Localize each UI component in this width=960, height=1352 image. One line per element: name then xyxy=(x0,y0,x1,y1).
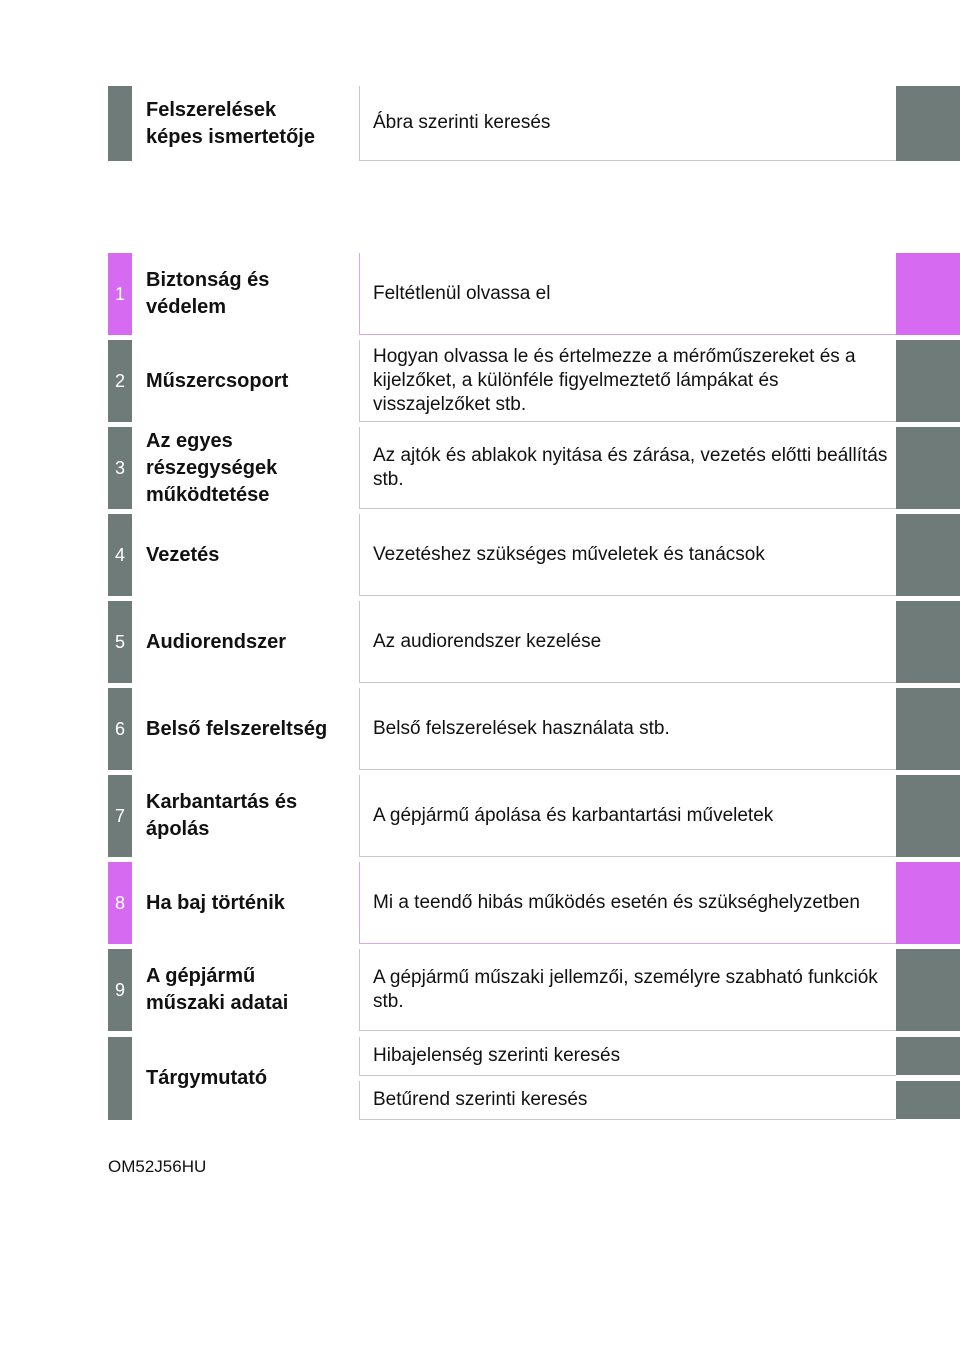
section-number: 7 xyxy=(108,775,132,857)
index-item-alpha[interactable] xyxy=(359,1081,960,1119)
index-item-fault-tab[interactable] xyxy=(896,1037,960,1075)
header-title-text: Felszerelések képes ismertetője xyxy=(146,98,315,148)
section-title xyxy=(146,253,356,335)
section-description-text: Az ajtók és ablakok nyitása és zárása, vezetés előtti beállítás stb. xyxy=(373,444,888,490)
section-number: 4 xyxy=(108,514,132,596)
section-description-text: A gépjármű ápolása és karbantartási műveletek xyxy=(373,804,774,826)
section-title xyxy=(146,601,356,683)
section-description xyxy=(359,514,896,596)
section-tab[interactable] xyxy=(896,949,960,1031)
section-title-text: Karbantartás és ápolás xyxy=(146,791,298,840)
section-title xyxy=(146,340,356,422)
section-row[interactable] xyxy=(108,862,960,944)
section-tab[interactable] xyxy=(896,601,960,683)
section-number: 1 xyxy=(108,253,132,335)
section-title-text: Belső felszereltség xyxy=(146,717,328,740)
section-number: 6 xyxy=(108,688,132,770)
index-item-alpha-tab[interactable] xyxy=(896,1081,960,1119)
section-number: 8 xyxy=(108,862,132,944)
section-number: 9 xyxy=(108,949,132,1031)
section-row[interactable] xyxy=(108,427,960,509)
index-title xyxy=(146,1037,356,1120)
section-description xyxy=(359,427,896,509)
section-description-text: Vezetéshez szükséges műveletek és tanácsok xyxy=(373,543,765,565)
header-row xyxy=(108,86,960,161)
document-code: OM52J56HU xyxy=(108,1157,207,1176)
section-description xyxy=(359,601,896,683)
section-description xyxy=(359,775,896,857)
section-tab[interactable] xyxy=(896,514,960,596)
header-tab[interactable] xyxy=(896,86,960,161)
section-title-text: A gépjármű műszaki adatai xyxy=(146,965,289,1014)
section-row[interactable] xyxy=(108,688,960,770)
section-description-text: A gépjármű műszaki jellemzői, személyre szabható funkciók stb. xyxy=(373,966,878,1012)
section-tab[interactable] xyxy=(896,427,960,509)
section-description-text: Hogyan olvassa le és értelmezze a mérőműszereket és a kijelzőket, a különféle figyelmeztető lámpákat és visszajelzőket stb. xyxy=(373,345,856,415)
section-tab[interactable] xyxy=(896,775,960,857)
section-description-text: Belső felszerelések használata stb. xyxy=(373,717,670,739)
section-description xyxy=(359,340,896,422)
header-side-tab xyxy=(108,86,132,161)
section-title xyxy=(146,514,356,596)
header-desc-text: Ábra szerinti keresés xyxy=(373,112,551,133)
index-side-tab xyxy=(108,1037,132,1120)
section-description-text: Feltétlenül olvassa el xyxy=(373,282,551,304)
section-title-text: Biztonság és védelem xyxy=(146,269,270,318)
section-description xyxy=(359,253,896,335)
section-tab[interactable] xyxy=(896,862,960,944)
section-tab[interactable] xyxy=(896,340,960,422)
section-row[interactable] xyxy=(108,340,960,422)
index-item-fault-text: Hibajelenség szerinti keresés xyxy=(373,1045,621,1066)
index-item-alpha-text: Betűrend szerinti keresés xyxy=(373,1089,588,1110)
header-desc[interactable] xyxy=(359,86,896,161)
index-row xyxy=(108,1037,960,1120)
section-title xyxy=(146,862,356,944)
section-description xyxy=(359,862,896,944)
section-title-text: Audiorendszer xyxy=(146,630,287,653)
section-title xyxy=(146,949,356,1031)
section-row[interactable] xyxy=(108,514,960,596)
section-title-text: Vezetés xyxy=(146,543,220,566)
section-row[interactable] xyxy=(108,253,960,335)
section-title xyxy=(146,427,356,509)
section-title-text: Műszercsoport xyxy=(146,369,289,392)
section-tab[interactable] xyxy=(896,253,960,335)
section-tab[interactable] xyxy=(896,688,960,770)
section-description-text: Az audiorendszer kezelése xyxy=(373,630,602,652)
section-number: 2 xyxy=(108,340,132,422)
section-row[interactable] xyxy=(108,949,960,1031)
section-title-text: Az egyes részegységek működtetése xyxy=(146,429,278,506)
index-item-fault[interactable] xyxy=(359,1037,960,1075)
section-title-text: Ha baj történik xyxy=(146,891,285,914)
section-description xyxy=(359,688,896,770)
section-row[interactable] xyxy=(108,601,960,683)
section-description xyxy=(359,949,896,1031)
index-title-text: Tárgymutató xyxy=(146,1067,268,1089)
section-number: 3 xyxy=(108,427,132,509)
section-number: 5 xyxy=(108,601,132,683)
header-title xyxy=(146,86,356,161)
section-row[interactable] xyxy=(108,775,960,857)
section-description-text: Mi a teendő hibás működés esetén és szükséghelyzetben xyxy=(373,891,860,913)
section-title xyxy=(146,688,356,770)
section-title xyxy=(146,775,356,857)
